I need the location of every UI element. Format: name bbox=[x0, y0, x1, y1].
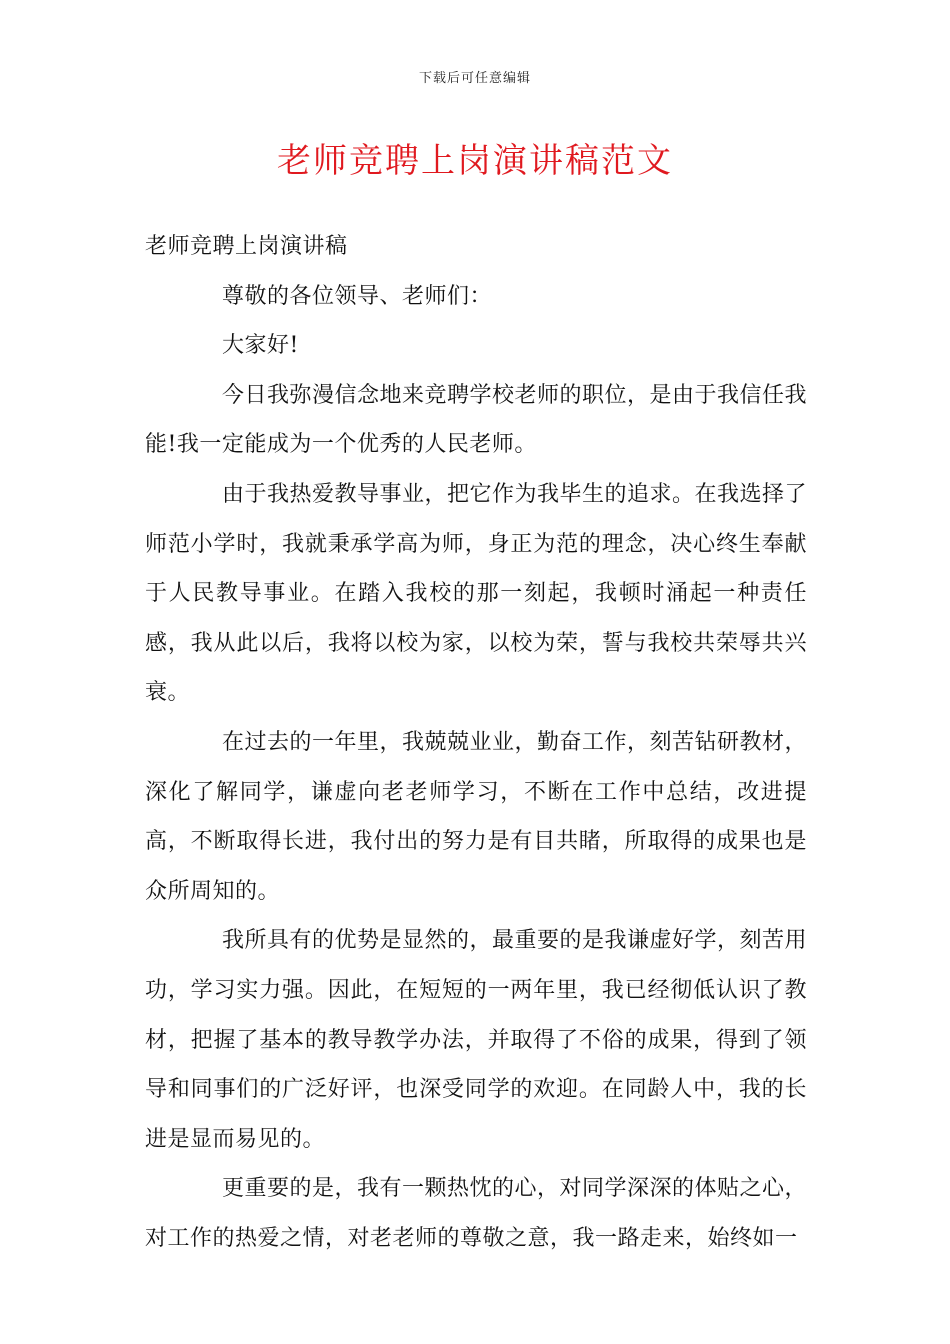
paragraph-4: 我所具有的优势是显然的，最重要的是我谦虚好学，刻苦用功，学习实力强。因此，在短短的一两年里，我已经彻低认识了教材，把握了基本的教导教学办法，并取得了不俗的成果，得到了领导和同事们的广泛好评，也深受同学的欢迎。在同龄人中，我的长进是显而易见的。 bbox=[145, 928, 808, 1152]
paragraph-salutation: 尊敬的各位领导、老师们： bbox=[222, 283, 493, 309]
paragraph-5: 更重要的是，我有一颗热忱的心，对同学深深的体贴之心，对工作的热爱之情，对老老师的尊敬之意，我一路走来，始终如一 bbox=[145, 1176, 808, 1251]
paragraph-greeting: 大家好! bbox=[222, 333, 299, 359]
paragraph-1: 今日我弥漫信念地来竞聘学校老师的职位，是由于我信任我能!我一定能成为一个优秀的人民老师。 bbox=[145, 382, 808, 458]
document-subtitle: 老师竞聘上岗演讲稿 bbox=[145, 234, 348, 259]
paragraph-2: 由于我热爱教导事业，把它作为我毕生的追求。在我选择了师范小学时，我就秉承学高为师，身正为范的理念，决心终生奉献于人民教导事业。在踏入我校的那一刻起，我顿时涌起一种责任感，我从此以后，我将以校为家，以校为荣，誓与我校共荣辱共兴衰。 bbox=[145, 481, 808, 706]
paragraph-3: 在过去的一年里，我兢兢业业，勤奋工作，刻苦钻研教材，深化了解同学，谦虚向老老师学习，不断在工作中总结，改进提高，不断取得长进，我付出的努力是有目共睹，所取得的成果也是众所周知的。 bbox=[145, 729, 808, 904]
document-body bbox=[145, 222, 807, 1263]
document-title: 老师竞聘上岗演讲稿范文 bbox=[277, 141, 673, 181]
header-note: 下载后可任意编辑 bbox=[418, 71, 531, 86]
